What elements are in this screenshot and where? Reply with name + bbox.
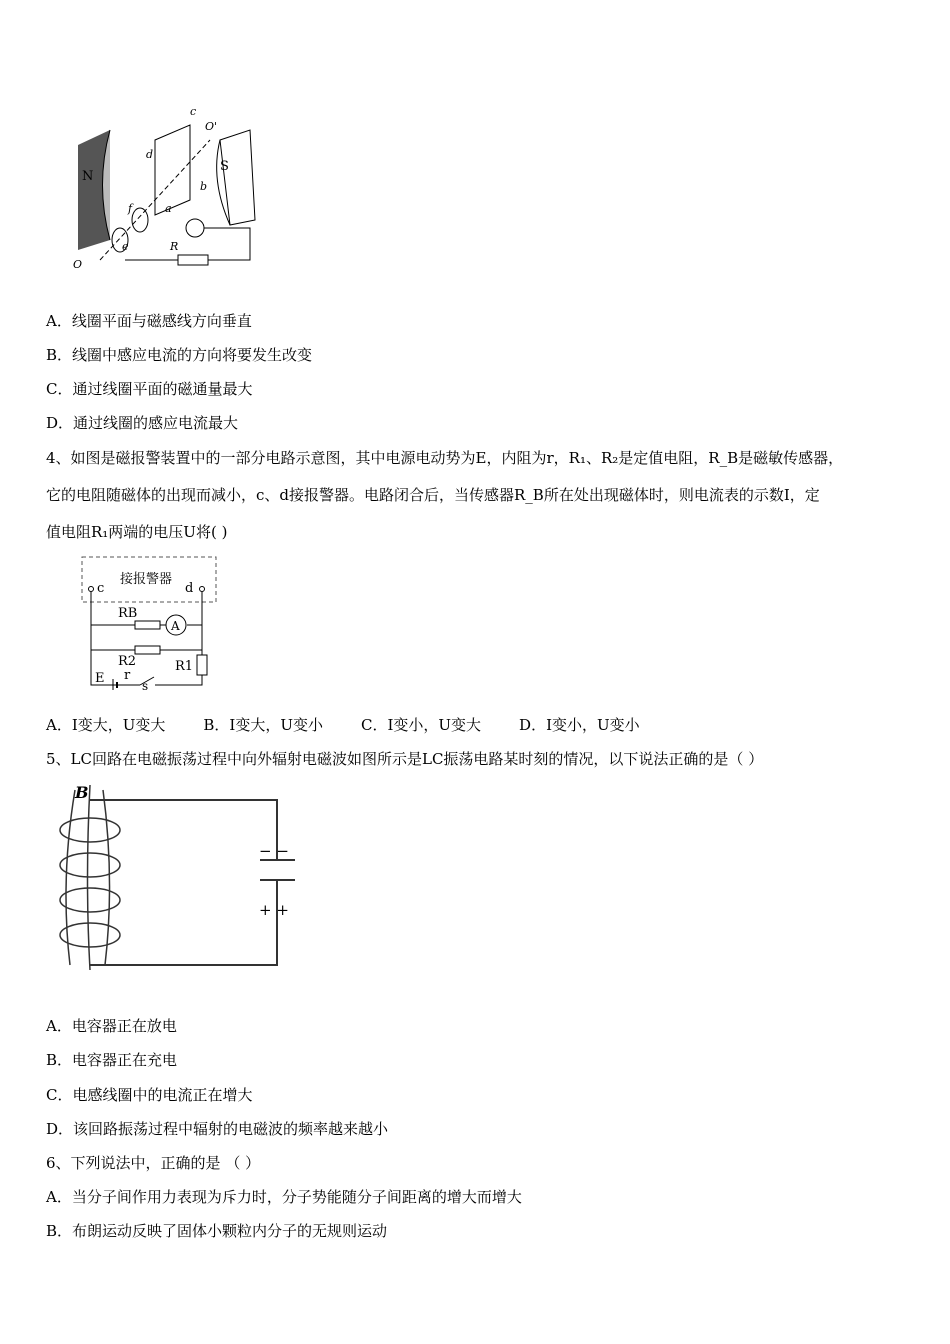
alarm-circuit-figure <box>80 555 220 690</box>
q6-stem: 6、下列说法中，正确的是 （ ） <box>46 1154 261 1172</box>
lc-circuit-figure <box>45 780 305 975</box>
q5-option-b: B．电容器正在充电 <box>46 1051 178 1069</box>
q4-stem-line1: 4、如图是磁报警装置中的一部分电路示意图，其中电源电动势为E，内阻为r，R₁、R₂是定值电阻，R_B是磁敏传感器， <box>46 449 844 467</box>
label-r: R <box>170 240 179 253</box>
label-e: e <box>122 240 129 253</box>
label-c: c <box>190 105 197 118</box>
q4-option-c: C．I变小，U变大 <box>361 716 482 734</box>
q3-option-a: A．线圈平面与磁感线方向垂直 <box>46 312 252 330</box>
generator-figure <box>70 100 270 275</box>
q5-option-a: A．电容器正在放电 <box>46 1017 177 1035</box>
q6-option-b: B．布朗运动反映了固体小颗粒内分子的无规则运动 <box>46 1222 388 1240</box>
label-b: B <box>75 783 89 802</box>
plus-plate-label: + + <box>259 901 289 919</box>
q3-option-b: B．线圈中感应电流的方向将要发生改变 <box>46 346 313 364</box>
label-rb: RB <box>118 606 138 621</box>
q5-option-d: D．该回路振荡过程中辐射的电磁波的频率越来越小 <box>46 1120 389 1138</box>
q4-option-a: A．I变大，U变大 <box>46 716 166 734</box>
label-o: O <box>73 258 83 271</box>
q4-stem-line2: 它的电阻随磁体的出现而减小，c、d接报警器。电路闭合后，当传感器R_B所在处出现磁体时，则电流表的示数I，定 <box>46 486 820 504</box>
label-s: S <box>220 159 229 174</box>
q3-option-c: C．通过线圈平面的磁通量最大 <box>46 380 253 398</box>
q4-option-b: B．I变大，U变小 <box>203 716 323 734</box>
q5-option-c: C．电感线圈中的电流正在增大 <box>46 1086 253 1104</box>
label-o-prime: O' <box>205 120 218 133</box>
label-e: E <box>95 671 105 686</box>
label-d: d <box>146 148 154 161</box>
label-n: N <box>82 169 94 184</box>
label-b: b <box>200 180 208 193</box>
q4-option-d: D．I变小，U变小 <box>519 716 640 734</box>
label-r2: R2 <box>118 654 137 669</box>
ammeter-label: A <box>171 619 180 633</box>
label-d: d <box>185 581 194 596</box>
minus-plate-label: − − <box>259 842 289 860</box>
label-s: s <box>142 679 149 690</box>
q4-options <box>46 715 678 735</box>
q6-option-a: A．当分子间作用力表现为斥力时，分子势能随分子间距离的增大而增大 <box>46 1188 522 1206</box>
label-r1: R1 <box>175 659 194 674</box>
label-c: c <box>97 581 105 596</box>
alarm-label: 接报警器 <box>120 572 173 587</box>
q4-stem-line3: 值电阻R₁两端的电压U将( ) <box>46 523 228 541</box>
label-a: a <box>165 202 172 215</box>
q3-option-d: D．通过线圈的感应电流最大 <box>46 414 239 432</box>
q5-stem: 5、LC回路在电磁振荡过程中向外辐射电磁波如图所示是LC振荡电路某时刻的情况，以下说法正确的是（ ） <box>46 750 764 768</box>
label-f: f <box>128 202 133 215</box>
label-r: r <box>124 668 131 683</box>
